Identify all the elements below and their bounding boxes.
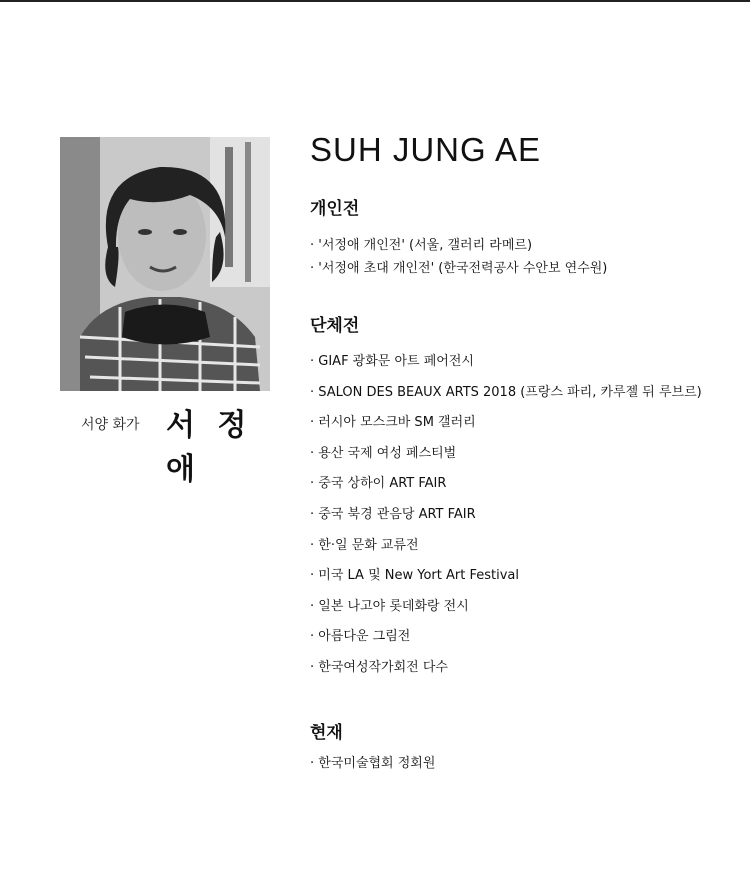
list-item: · 일본 나고야 롯데화랑 전시	[310, 592, 740, 623]
section-title: 현재	[310, 722, 343, 743]
solo-exhibition-list	[310, 234, 740, 280]
list-item: · '서정애 개인전' (서울, 갤러리 라메르)	[310, 234, 740, 257]
list-item: · 미국 LA 및 New Yort Art Festival	[310, 561, 740, 592]
artist-role: 서양 화가	[81, 417, 140, 433]
artist-name-korean: 서 정 애	[166, 408, 253, 487]
artist-bio	[310, 128, 740, 775]
section-current-affiliation	[310, 718, 740, 775]
list-item: · 한·일 문화 교류전	[310, 531, 740, 562]
list-item: · 한국여성작가회전 다수	[310, 653, 740, 684]
section-solo-exhibitions	[310, 194, 740, 280]
portrait-caption	[60, 398, 280, 487]
list-item: · 러시아 모스크바 SM 갤러리	[310, 408, 740, 439]
portrait-photo	[60, 137, 270, 391]
top-rule	[0, 0, 750, 2]
list-item: · GIAF 광화문 아트 페어전시	[310, 347, 740, 378]
list-item: · 중국 상하이 ART FAIR	[310, 469, 740, 500]
list-item: · 한국미술협회 정회원	[310, 753, 740, 775]
group-exhibition-list	[310, 347, 740, 684]
artist-name-english: SUH JUNG AE	[310, 131, 542, 168]
list-item: · 용산 국제 여성 페스티벌	[310, 439, 740, 470]
section-title: 개인전	[310, 199, 360, 219]
list-item: · '서정애 초대 개인전' (한국전력공사 수안보 연수원)	[310, 257, 740, 280]
section-title: 단체전	[310, 316, 360, 336]
artist-portrait	[60, 137, 270, 391]
list-item: · SALON DES BEAUX ARTS 2018 (프랑스 파리, 카루젤 뒤 루브르)	[310, 378, 740, 409]
current-affiliation-list	[310, 753, 740, 775]
section-group-exhibitions	[310, 311, 740, 684]
list-item: · 아름다운 그림전	[310, 622, 740, 653]
list-item: · 중국 북경 관음당 ART FAIR	[310, 500, 740, 531]
